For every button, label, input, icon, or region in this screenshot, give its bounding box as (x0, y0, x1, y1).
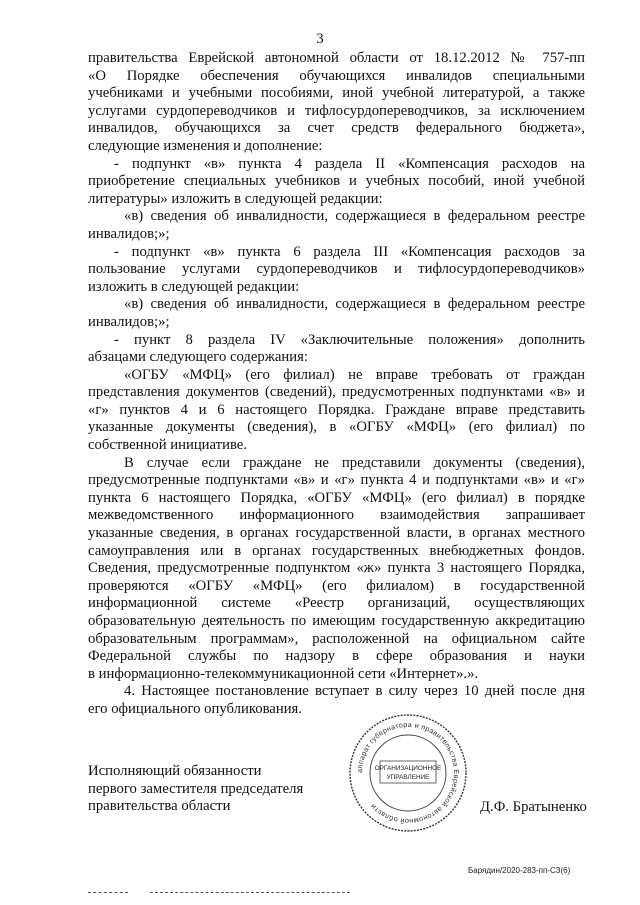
text-line: пункта 6 настоящего Порядка, «ОГБУ «МФЦ» (его филиал) в порядке (88, 489, 585, 506)
text-line: абзацами следующего содержания: (88, 349, 308, 366)
text-line: инвалидов;»; (88, 225, 170, 242)
page-number: 3 (316, 31, 324, 47)
text-line: указанные сведения, в органах государственной власти, в органах местного (88, 525, 585, 542)
stamp-inner-line-2: УПРАВЛЕНИЕ (386, 774, 430, 781)
text-line: самоуправления или в органах государственных внебюджетных фондов. (88, 542, 585, 559)
text-line: представления документов (сведений), предусмотренных подпунктами «в» и (88, 384, 585, 401)
text-line: информационной системе «Реестр организаций, осуществляющих (88, 595, 585, 612)
signatory-name: Д.Ф. Братыненко (480, 799, 587, 815)
text-line: «в) сведения об инвалидности, содержащиеся в федеральном реестре (124, 208, 585, 225)
text-line: изложить в следующей редакции: (88, 278, 300, 295)
page-edge-mark (88, 892, 128, 894)
stamp-ring-textpath: аппарат губернатора и правительства Еврейской автономной области (354, 719, 462, 827)
signatory-title (88, 763, 303, 816)
text-line: указанные документы (сведения), в «ОГБУ «МФЦ» (его филиал) по (88, 419, 585, 436)
text-line: его официального опубликования. (88, 700, 302, 717)
text-line: инвалидов, обучающихся за счет средств федерального бюджета», (88, 120, 585, 137)
signatory-title-line: первого заместителя председателя (88, 780, 304, 797)
text-line: учебниками и учебными пособиями, иной учебной литературой, а также (88, 85, 585, 102)
text-line: образовательную деятельность по имеющим государственную аккредитацию (88, 613, 585, 629)
text-line: «ОГБУ «МФЦ» (его филиал) не вправе требовать от граждан (124, 366, 585, 383)
signatory-title-line: Исполняющий обязанности (88, 763, 262, 779)
signatory-title-line: правительства области (88, 798, 231, 815)
text-line: образовательным программам», расположенной на официальном сайте (88, 630, 585, 647)
text-line: межведомственного информационного взаимодействия запрашивает (88, 507, 585, 524)
text-line: приобретение специальных учебников и учебных пособий, иной учебной (88, 173, 585, 190)
text-line: Федеральной службы по надзору в сфере образования и науки (88, 648, 585, 665)
text-line: «О Порядке обеспечения обучающихся инвалидов специальными (88, 67, 585, 84)
text-line: «в) сведения об инвалидности, содержащиеся в федеральном реестре (124, 296, 585, 313)
text-line: правительства Еврейской автономной области от 18.12.2012 № 757-пп (88, 50, 585, 66)
official-stamp (347, 712, 469, 834)
text-line: - подпункт «в» пункта 4 раздела II «Компенсация расходов на (114, 155, 585, 172)
document-body (88, 50, 585, 719)
text-line: предусмотренные подпунктами «в» и «г» пункта 4 и подпунктами «в» и «г» (88, 472, 585, 489)
text-line: собственной инициативе. (88, 437, 247, 454)
text-line: Сведения, предусмотренные подпунктом «ж» пункта 3 настоящего Порядка, (88, 560, 585, 577)
text-line: - подпункт «в» пункта 6 раздела III «Компенсация расходов за (114, 243, 585, 260)
text-line: литературы» изложить в следующей редакции: (88, 190, 383, 207)
text-line: В случае если граждане не представили документы (сведения), (124, 454, 585, 471)
stamp-inner-line-1: ОРГАНИЗАЦИОННОЕ (374, 765, 442, 772)
text-line: инвалидов;»; (88, 313, 170, 330)
text-line: 4. Настоящее постановление вступает в силу через 10 дней после дня (124, 683, 585, 700)
text-line: «г» пунктов 4 и 6 настоящего Порядка. Граждане вправе представить (88, 401, 585, 418)
page-edge-mark (150, 892, 350, 894)
text-line: следующие изменения и дополнение: (88, 137, 323, 154)
text-line: проверяются «ОГБУ «МФЦ» (его филиалом) в государственной (88, 577, 585, 594)
text-line: пользование услугами сурдопереводчиков и тифлосурдопереводчиков» (88, 261, 585, 278)
text-line: услугами сурдопереводчиков и тифлосурдопереводчиков, за исключением (88, 102, 585, 119)
text-line: в информационно-телекоммуникационной сети «Интернет».». (88, 665, 479, 682)
text-line: - пункт 8 раздела IV «Заключительные положения» дополнить (114, 331, 585, 348)
document-code: Барядин/2020-283-пп-СЗ(6) (468, 866, 571, 875)
